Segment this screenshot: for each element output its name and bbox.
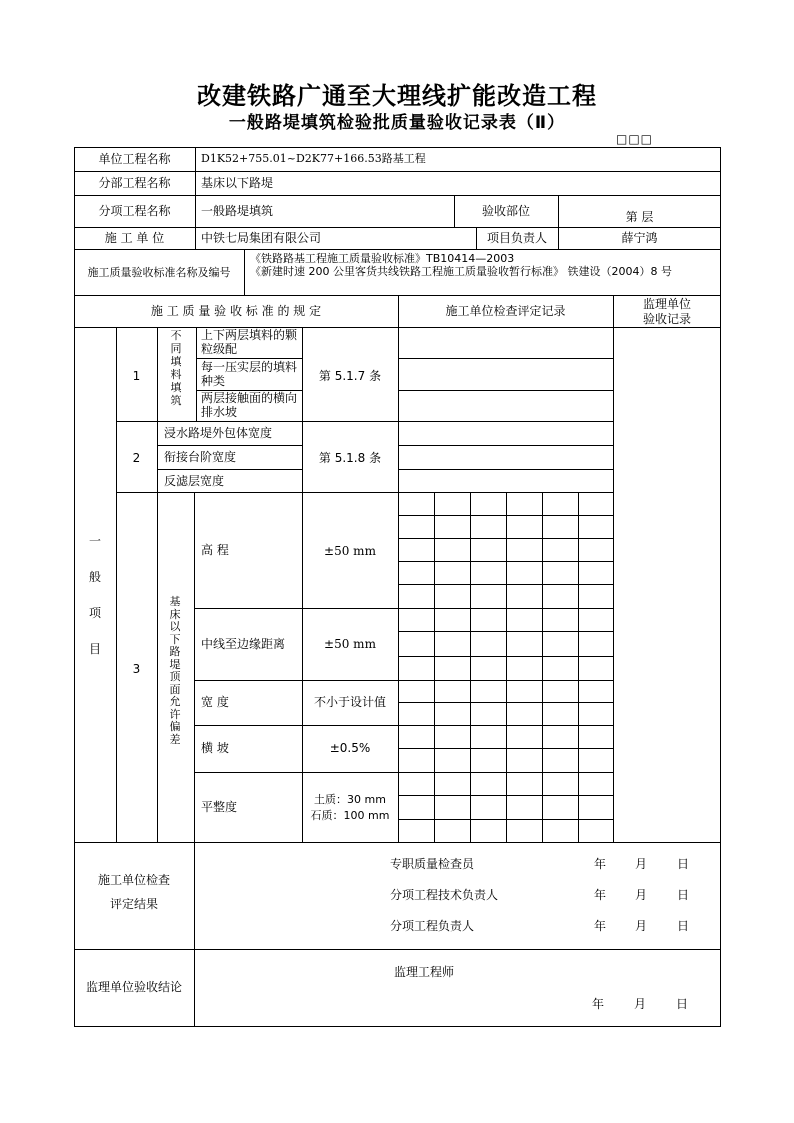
contractor-label: 施 工 单 位 xyxy=(104,231,165,245)
divider xyxy=(244,249,245,296)
signer-subitem-lead: 分项工程负责人 xyxy=(390,919,475,933)
contractor-value: 中铁七局集团有限公司 xyxy=(201,231,322,245)
date-month-1: 月 xyxy=(635,857,648,871)
date-year-2: 年 xyxy=(594,888,607,902)
divider xyxy=(116,492,398,493)
pm-label: 项目负责人 xyxy=(486,231,547,245)
item-1-row-3: 两层接触面的横向排水坡 xyxy=(201,391,298,419)
item-3-row-4-spec: ±0.5% xyxy=(329,741,371,755)
item-3-group: 基床以下路堤顶面允许偏差 xyxy=(169,595,181,746)
divider xyxy=(157,327,158,422)
divider xyxy=(195,227,196,250)
item-2-spec: 第 5.1.8 条 xyxy=(318,451,382,465)
contractor-result-label-2: 评定结果 xyxy=(109,897,158,911)
unit-project-label: 单位工程名称 xyxy=(98,152,171,166)
item-3-row-1-spec: ±50 mm xyxy=(324,544,376,558)
date-day-3: 日 xyxy=(677,919,690,933)
divider xyxy=(196,327,197,422)
divider xyxy=(116,421,398,422)
item-1-no: 1 xyxy=(132,369,141,383)
divider xyxy=(194,680,398,681)
divider xyxy=(194,725,398,726)
date-month-4: 月 xyxy=(634,997,647,1011)
item-1-group: 不同填料填筑 xyxy=(170,329,182,407)
supervisor-record-header-2: 验收记录 xyxy=(642,312,691,326)
divider xyxy=(195,147,196,172)
item-3-no: 3 xyxy=(132,662,141,676)
signer-tech-lead: 分项工程技术负责人 xyxy=(390,888,499,902)
divider xyxy=(157,445,302,446)
signer-supervisor: 监理工程师 xyxy=(394,965,455,979)
signer-quality-inspector: 专职质量检查员 xyxy=(390,857,475,871)
date-month-2: 月 xyxy=(635,888,648,902)
item-2-row-1: 浸水路堤外包体宽度 xyxy=(164,426,273,440)
divider xyxy=(195,195,196,228)
unit-project-value: D1K52+755.01~D2K77+166.53路基工程 xyxy=(201,152,426,165)
divider xyxy=(194,772,398,773)
date-day-2: 日 xyxy=(677,888,690,902)
document-title: 改建铁路广通至大理线扩能改造工程 xyxy=(197,82,597,110)
divider xyxy=(398,390,613,391)
date-year-4: 年 xyxy=(592,997,605,1011)
standard-line-2: 《新建时速 200 公里客货共线铁路工程施工质量验收暂行标准》 铁建设（2004）8 号 xyxy=(250,265,672,278)
item-3-row-3-spec: 不小于设计值 xyxy=(313,695,386,709)
date-year-3: 年 xyxy=(594,919,607,933)
item-2-no: 2 xyxy=(132,451,141,465)
document-subtitle: 一般路堤填筑检验批质量验收记录表（Ⅱ） xyxy=(228,113,566,133)
divider xyxy=(194,492,195,843)
item-2-row-3: 反滤层宽度 xyxy=(164,474,225,488)
contractor-result-label-1: 施工单位检查 xyxy=(97,873,170,887)
pm-value: 薛宁鸿 xyxy=(621,231,658,245)
divider xyxy=(196,358,302,359)
contractor-record-header: 施工单位检查评定记录 xyxy=(445,304,566,318)
divider xyxy=(74,949,721,950)
subitem-value: 一般路堤填筑 xyxy=(201,204,274,218)
measurement-grid xyxy=(398,492,614,844)
item-3-row-2-spec: ±50 mm xyxy=(324,637,376,651)
date-day-4: 日 xyxy=(676,997,689,1011)
divider xyxy=(194,608,398,609)
divider xyxy=(398,421,613,422)
item-1-row-2: 每一压实层的填料种类 xyxy=(201,360,298,388)
form-code: □□□ xyxy=(616,132,654,146)
date-month-3: 月 xyxy=(635,919,648,933)
divider xyxy=(398,469,613,470)
supervisor-record-header-1: 监理单位 xyxy=(642,297,691,311)
item-3-row-5-name: 平整度 xyxy=(201,800,238,814)
item-3-row-1-name: 高 程 xyxy=(201,543,229,557)
item-3-row-2-name: 中线至边缘距离 xyxy=(201,637,286,651)
item-3-row-5-spec-1: 土质：30 mm xyxy=(314,793,386,806)
divider xyxy=(157,421,158,493)
inspection-part-value: 第 层 xyxy=(625,210,654,224)
divider xyxy=(157,469,302,470)
divider xyxy=(194,842,195,1027)
standard-line-1: 《铁路路基工程施工质量验收标准》TB10414—2003 xyxy=(250,252,515,265)
divider xyxy=(398,445,613,446)
spec-header: 施 工 质 量 验 收 标 准 的 规 定 xyxy=(150,304,322,318)
date-day-1: 日 xyxy=(677,857,690,871)
divider xyxy=(195,171,196,196)
general-items-label: 一 般 项 目 xyxy=(88,534,101,656)
supervisor-result-label: 监理单位验收结论 xyxy=(85,980,182,994)
item-1-spec: 第 5.1.7 条 xyxy=(318,369,382,383)
divider xyxy=(398,358,613,359)
subitem-label: 分项工程名称 xyxy=(98,204,171,218)
inspection-part-label: 验收部位 xyxy=(481,204,530,218)
item-1-row-1: 上下两层填料的颗粒级配 xyxy=(201,328,298,356)
date-year-1: 年 xyxy=(594,857,607,871)
standard-label: 施工质量验收标准名称及编号 xyxy=(87,266,231,279)
division-label: 分部工程名称 xyxy=(98,176,171,190)
divider xyxy=(74,842,721,843)
divider xyxy=(116,327,117,843)
item-3-row-5-spec-2: 石质：100 mm xyxy=(310,809,390,822)
division-value: 基床以下路堤 xyxy=(201,176,274,190)
divider xyxy=(157,492,158,843)
item-3-row-3-name: 宽 度 xyxy=(201,695,229,709)
item-3-row-4-name: 横 坡 xyxy=(201,741,229,755)
item-2-row-2: 衔接台阶宽度 xyxy=(164,450,237,464)
